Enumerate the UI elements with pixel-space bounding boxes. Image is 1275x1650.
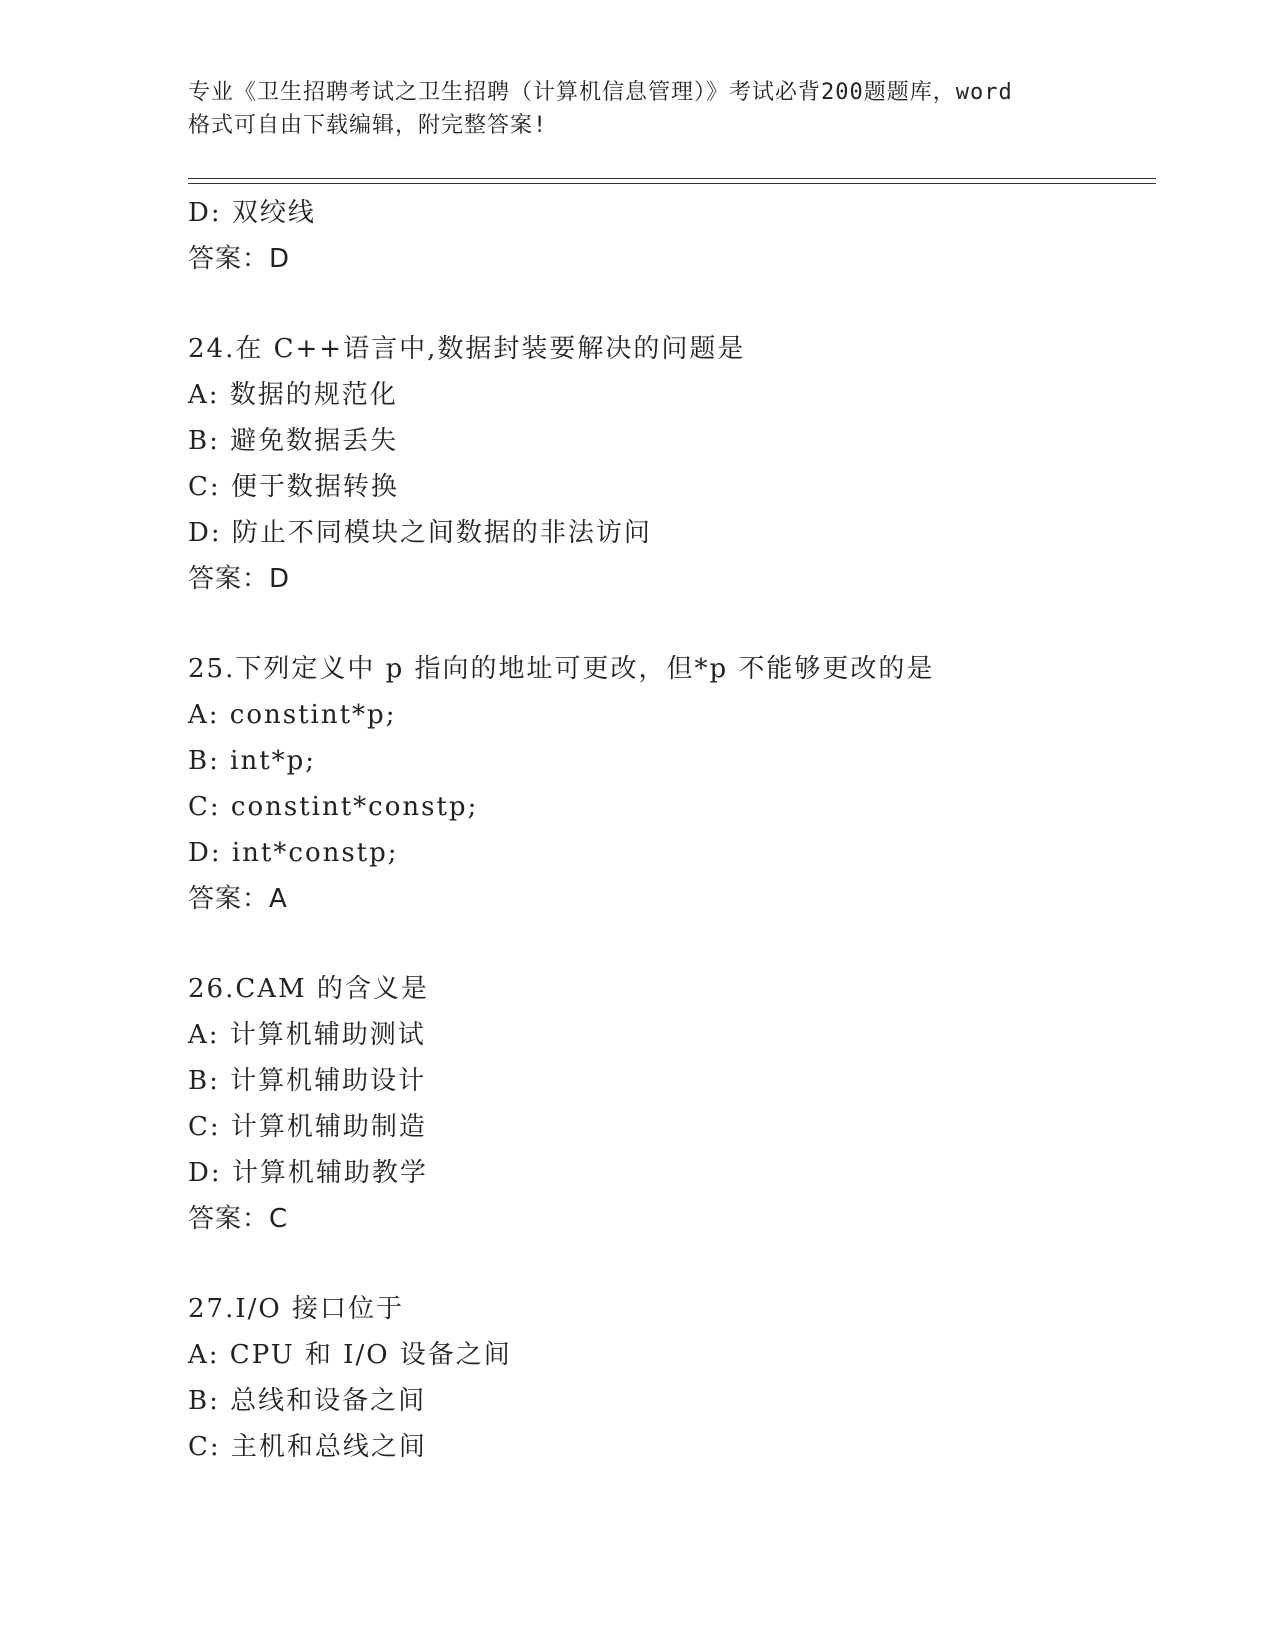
question-24 <box>188 326 1148 602</box>
question-27 <box>188 1286 1148 1470</box>
option-d: D: 防止不同模块之间数据的非法访问 <box>188 518 652 548</box>
answer-line: 答案：D <box>188 244 291 274</box>
option-a: A: CPU 和 I/O 设备之间 <box>188 1340 512 1370</box>
answer-line: 答案：D <box>188 564 291 594</box>
option-d: D: 双绞线 <box>188 198 316 228</box>
question-stem: 24.在 C++语言中,数据封装要解决的问题是 <box>188 334 746 364</box>
question-26 <box>188 966 1148 1242</box>
question-list <box>188 190 1148 1470</box>
question-stem: 27.I/O 接口位于 <box>188 1294 404 1324</box>
option-c: C: 便于数据转换 <box>188 472 399 502</box>
option-c: C: 主机和总线之间 <box>188 1432 427 1462</box>
header-line-1: 专业《卫生招聘考试之卫生招聘（计算机信息管理）》考试必背200题题库，word <box>188 80 1013 105</box>
option-d: D: 计算机辅助教学 <box>188 1158 428 1188</box>
header-divider-top <box>188 178 1156 179</box>
question-25 <box>188 646 1148 922</box>
option-c: C: 计算机辅助制造 <box>188 1112 427 1142</box>
question-stem: 25.下列定义中 p 指向的地址可更改，但*p 不能够更改的是 <box>188 654 935 684</box>
option-a: A: 数据的规范化 <box>188 380 398 410</box>
answer-line: 答案：C <box>188 1204 289 1234</box>
answer-line: 答案：A <box>188 884 288 914</box>
option-a: A: 计算机辅助测试 <box>188 1020 426 1050</box>
option-b: B: 计算机辅助设计 <box>188 1066 427 1096</box>
carryover-block <box>188 190 1148 282</box>
header-line-2: 格式可自由下载编辑，附完整答案! <box>188 113 548 138</box>
question-stem: 26.CAM 的含义是 <box>188 974 429 1004</box>
option-d: D: int*constp; <box>188 838 399 868</box>
option-b: B: int*p; <box>188 746 317 776</box>
option-a: A: constint*p; <box>188 700 397 730</box>
option-b: B: 总线和设备之间 <box>188 1386 427 1416</box>
option-b: B: 避免数据丢失 <box>188 426 399 456</box>
option-c: C: constint*constp; <box>188 792 479 822</box>
header-divider-bottom <box>188 183 1156 184</box>
document-header <box>188 76 1088 142</box>
